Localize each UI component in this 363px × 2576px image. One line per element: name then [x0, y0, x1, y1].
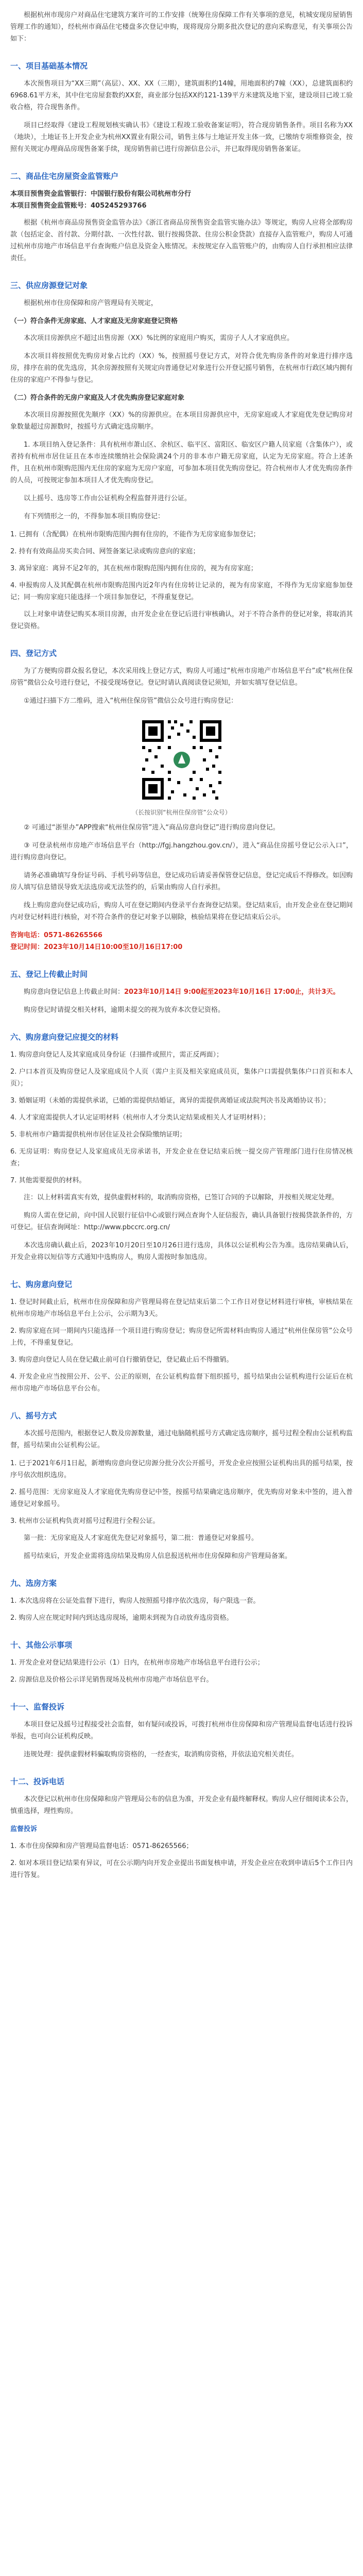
section-3-list-intro: 有下列情形之一的，不得参加本项目购房登记： [24, 513, 165, 520]
section-12-paragraph: 本次登记以杭州市住房保障和房产管理局公布的信息为准，开发企业有最终解释权。购房人应仔细阅读本公告，慎重选择，理性购房。 [10, 1795, 353, 1815]
list-item: 2. 购房家庭在同一期间内只能选择一个项目进行购房登记；购房登记所需材料由购房人通过“杭州住保房管”公众号上传，不得重复登记。 [10, 1327, 353, 1347]
section-5-text: 购房意向登记信息上传截止时间： [24, 988, 125, 996]
section-9-title: 九、选房方案 [10, 1579, 57, 1588]
section-11-title: 十一、监督投诉 [10, 1702, 65, 1711]
list-item: 1. 本市住房保障和房产管理局监督电话：0571-86265566； [10, 1842, 193, 1850]
section-4-qr-instruction: ①通过扫描下方二维码，进入“杭州住保房管”微信公众号进行购房登记： [24, 697, 238, 705]
section-8-after: 摇号结束后，开发企业需将选房结果及购房人信息报送杭州市住房保障和房产管理局备案。 [24, 1552, 292, 1560]
section-1-paragraph-2: 项目已经取得《建设工程规划核实确认书》《建设工程竣工验收备案证明》，符合现房销售条件。项目名称为XX（地块），土地证书上开发企业为杭州XX置业有限公司，销售主体与土地证开发主体一致，已缴纳专项维修资金，按照有关规定办理商品房现售备案手续，现房销售前已进行房源信息公示，并已取得现房销售备案证。 [10, 122, 353, 153]
section-1-title: 一、项目基础基本情况 [10, 61, 88, 71]
list-item: 1. 购房意向登记人及其家庭成员身份证（扫描件或照片，需正反两面）； [10, 1051, 223, 1059]
list-item: 4. 人才家庭需提供人才认定证明材料（杭州市人才分类认定结果或相关人才证明材料）； [10, 1114, 270, 1122]
section-11-paragraph-2: 违规处理：提供虚假材料骗取购房资格的，一经查实，取消购房资格，并依法追究相关责任。 [24, 1751, 299, 1758]
section-6-schedule: 本次选房确认截止后，2023年10月20日至10月26日进行选房，具体以公证机构公告为准。选房结果确认后，开发企业将以短信等方式通知中选购房人，购房人需按时参加选房。 [10, 1242, 353, 1261]
list-item: 2. 房源信息及价格公示详见销售现场及杭州市房地产市场信息平台。 [10, 1676, 213, 1684]
section-10-title: 十、其他公示事项 [10, 1640, 73, 1650]
section-3-intro: 根据杭州市住房保障和房产管理局有关规定， [24, 299, 158, 307]
list-item: 2. 持有有效商品房买卖合同、网签备案记录或购房意向的家庭； [10, 548, 200, 555]
section-4-paragraph: 为了方便购房群众报名登记，本次采用线上登记方式，购房人可通过“杭州市房地产市场信息平台”或“杭州住保房管”微信公众号进行登记，不接受现场登记。登记时请认真阅读登记须知，并如实填写登记信息。 [10, 667, 353, 687]
list-item: 3. 婚姻证明（未婚的需提供承诺，已婚的需提供结婚证，离异的需提供离婚证或法院判决书及离婚协议书）； [10, 1097, 331, 1105]
list-item: 4. 申报购房人及其配偶在杭州市限购范围内近2年内有住房转让记录的，视为有房家庭，不得作为无房家庭参加登记；同一购房家庭只能选择一个项目参加登记，不得重复登记。 [10, 582, 353, 601]
list-item: 1. 登记时间截止后，杭州市住房保障和房产管理局将在登记结束后第二个工作日对登记材料进行审核，审核结果在杭州市房地产市场信息平台上公示，公示期为3天。 [10, 1298, 353, 1318]
section-6-bank-note: 购房人需在登记前，向中国人民银行征信中心或银行网点查询个人征信报告，确认具备银行按揭贷款条件的，方可登记。征信查询网址：http://www.pbccrc.org.cn/ [10, 1212, 353, 1231]
list-item: 2. 摇号范围：无房家庭及人才家庭优先购房登记中签，按摇号结果确定选房顺序，优先购房对象未中签的，进入普通登记对象摇号。 [10, 1488, 353, 1508]
list-item: 7. 其他需要提供的材料。 [10, 1177, 86, 1184]
section-3-title: 三、供应房源登记对象 [10, 281, 88, 290]
section-11-paragraph: 本项目登记及摇号过程接受社会监督，如有疑问或投诉，可拨打杭州市住房保障和房产管理局监督电话进行投诉举报，也可向公证机构反映。 [10, 1721, 353, 1740]
wechat-qr-code[interactable] [138, 716, 226, 804]
section-8-paragraph: 本次摇号范围内，根据登记人数及房源数量，通过电脑随机摇号方式确定选房顺序，摇号过程全程由公证机构监督，摇号结果由公证机构公证。 [10, 1430, 353, 1449]
section-3-sub-2-paragraph: 本次项目房源按照优先顺序（XX）%的房源供应。在本项目房源供应中，无房家庭或人才家庭优先登记购房对象数量超过房源数时，按摇号方式确定选房顺序。 [10, 411, 353, 431]
list-item: 1. 本次选房将在公证处监督下进行，购房人按照摇号排序依次选房，每户限选一套。 [10, 1597, 260, 1605]
section-3-sub-1-paragraph-2: 本次项目将按照优先购房对象占比约（XX）%，按照摇号登记方式，对符合优先购房条件的对象进行排序选房，排序在前的优先选房，其余房源按照有关规定向普通登记对象进行公开登记摇号销售，在杭州市行政区域内拥有住房的家庭户不得参与登记。 [10, 352, 353, 384]
section-12-title: 十二、投诉电话 [10, 1777, 65, 1786]
supervision-account: 本项目预售资金监管账号：405245293766 [10, 202, 147, 210]
section-4-title: 四、登记方式 [10, 649, 57, 658]
section-3-sub-2-paragraph-3: 以上摇号、选房等工作由公证机构全程监督并进行公证。 [24, 495, 192, 502]
intro-paragraph: 根据杭州市现房户对商品住宅建筑方案许可的工作安排（统筹住房保障工作有关事项的意见，杭城安现房屋销售管理工作的通知），经杭州市商品住宅楼盘多次登记申购，现将现房分期多批次登记的意向采购意见，有关事项公告如下： [10, 11, 353, 43]
section-1-paragraph: 本次预售项目为“XX三期”（高层）、XX、XX（三期），建筑面积约14幢，用地面积约7幢（XX），总建筑面积约6968.61平方米，其中住宅房屋套数约XX套，商业部分包括XX约121-139平方米建筑及地下室，建设项目已竣工验收合格，符合现售条件。 [10, 80, 353, 111]
section-3-sub-1-paragraph: 本次项目房源供应不超过出售房源（XX）%比例的家庭用户购买，需房子人人才家庭供应。 [24, 334, 294, 342]
list-item: 3. 离异家庭：离异不足2年的，其在杭州市限购范围内拥有住房的，视为有房家庭； [10, 565, 257, 572]
section-3-sub-2-paragraph-2: 1. 本项目纳入登记条件：具有杭州市萧山区、余杭区、临平区、富阳区、临安区户籍人员家庭（含集体户），或者持有杭州市居住证且在本市连续缴纳社会保险满24个月的非本市户籍无房家庭，认定为无房家庭。符合上述条件，且在杭州市限购范围内无住房的家庭为无房户家庭，可参加本项目优先购房登记。符合杭州市人才优先购房条件的人员，可按规定参加本项目人才优先购房登记。 [10, 441, 353, 484]
section-5-paragraph [10, 986, 353, 998]
section-3-sub-2: （二）符合条件的无房户家庭及人才优先购房登记家庭对象 [10, 394, 185, 402]
section-2-title: 二、商品住宅房屋资金监管账户 [10, 172, 119, 181]
list-item: 4. 开发企业应当按照公开、公平、公正的原则，在公证机构监督下组织摇号，摇号结果由公证机构进行公证后在杭州市房地产市场信息平台公布。 [10, 1373, 353, 1393]
qr-code-block [10, 716, 353, 817]
section-12-sub: 监督投诉 [10, 1825, 38, 1833]
list-item: 3. 杭州市公证机构负责对摇号过程进行全程公证。 [10, 1517, 160, 1525]
registration-time: 登记时间：2023年10月14日10:00至10月16日17:00 [10, 943, 183, 951]
section-8-title: 八、摇号方式 [10, 1411, 57, 1420]
section-3-sub-1: （一）符合条件无房家庭、人才家庭及无房家庭登记资格 [10, 317, 178, 325]
section-7-title: 七、购房意向登记 [10, 1280, 73, 1289]
section-4-paragraph-5: 请务必准确填写身份证号码、手机号码等信息，登记成功后请妥善保管登记信息，登记完成后不得修改。如因购房人填写信息错误导致无法选房或无法签约的，后果由购房人自行承担。 [10, 872, 353, 891]
list-item: 2. 如对本项目登记结果有异议，可在公示期内向开发企业提出书面复核申请，开发企业应在收到申请后5个工作日内进行答复。 [10, 1859, 353, 1879]
section-4-paragraph-6: 线上购房意向登记成功后，购房人可在登记期间内登录平台查询登记结果。登记结束后，由开发企业在登记期间内对登记材料进行核验，对不符合条件的登记对象予以剔除，核验结果将在登记结束后公示。 [10, 902, 353, 921]
contact-phone: 咨询电话：0571-86265566 [10, 931, 102, 939]
list-item: 2. 购房人应在规定时间内到达选房现场，逾期未到视为自动放弃选房资格。 [10, 1614, 233, 1622]
qr-caption: （长按识别“杭州住保房管”公众号） [132, 809, 231, 816]
list-item: 1. 已于2021年6月1日起，新增购房意向登记房源分批分次公开摇号，开发企业应按照公证机构出具的摇号结果，按序号依次组织选房。 [10, 1460, 353, 1479]
section-2-paragraph: 根据《杭州市商品房预售资金监管办法》《浙江省商品房预售资金监管实施办法》等规定，购房人应将全部购房款（包括定金、首付款、分期付款、一次性付款、银行按揭贷款、住房公积金贷款）直接存入监管账户，购房人可通过杭州市房地产市场信息平台查询账户信息及资金入账情况。未按规定存入监管账户的，由购房人自行承担相应法律责任。 [10, 219, 353, 262]
section-6-tip: 注：以上材料需真实有效，提供虚假材料的，取消购房资格，已签订合同的予以解除，并按相关规定处理。 [24, 1194, 339, 1201]
list-item: 2. 户口本首页及购房登记人及家庭成员个人页（需户主页及相关家庭成员页，集体户口需提供集体户口首页和本人页）； [10, 1068, 353, 1088]
section-4-method-3: ③ 可登录杭州市房地产市场信息平台（http://fgj.hangzhou.gov.cn/），进入“商品住房摇号登记公示入口”，进行购房意向登记。 [10, 842, 353, 861]
list-item: 1. 开发企业对登记结果进行公示（1）日内，在杭州市房地产市场信息平台进行公示； [10, 1659, 264, 1667]
section-5-paragraph-2: 购房登记时请提交相关材料，逾期未提交的视为放弃本次登记资格。 [24, 1006, 225, 1014]
list-item: 6. 无房证明：购房登记人及家庭成员无房承诺书，开发企业在登记结束后统一提交房产管理部门进行住房情况核查； [10, 1148, 353, 1167]
section-4-method-2: ② 可通过“浙里办”APP搜索“杭州住保房管”进入“商品房意向登记”进行购房意向登记。 [24, 824, 280, 832]
section-5-title: 五、登记上传截止时间 [10, 970, 88, 979]
section-6-title: 六、购房意向登记应提交的材料 [10, 1032, 119, 1042]
section-8-batches: 第一批：无房家庭及人才家庭优先登记对象摇号，第二批：普通登记对象摇号。 [24, 1534, 258, 1542]
supervision-bank: 本项目预售资金监管银行：中国银行股份有限公司杭州市分行 [10, 190, 192, 198]
list-item: 1. 已拥有（含配偶）在杭州市限购范围内拥有住房的，不能作为无房家庭参加登记； [10, 531, 260, 538]
section-5-deadline: 2023年10月14日 9:00起至2023年10月16日 17:00止，共计3天。 [124, 988, 340, 996]
list-item: 3. 购房意向登记人员在登记截止前可自行撤销登记，登记截止后不得撤销。 [10, 1356, 233, 1364]
list-item: 5. 非杭州市户籍需提供杭州市居住证及社会保险缴纳证明； [10, 1131, 186, 1139]
section-3-after: 以上对象申请登记购买本项目房源，由开发企业在登记后进行审核确认，对于不符合条件的登记对象，将取消其登记资格。 [10, 611, 353, 630]
